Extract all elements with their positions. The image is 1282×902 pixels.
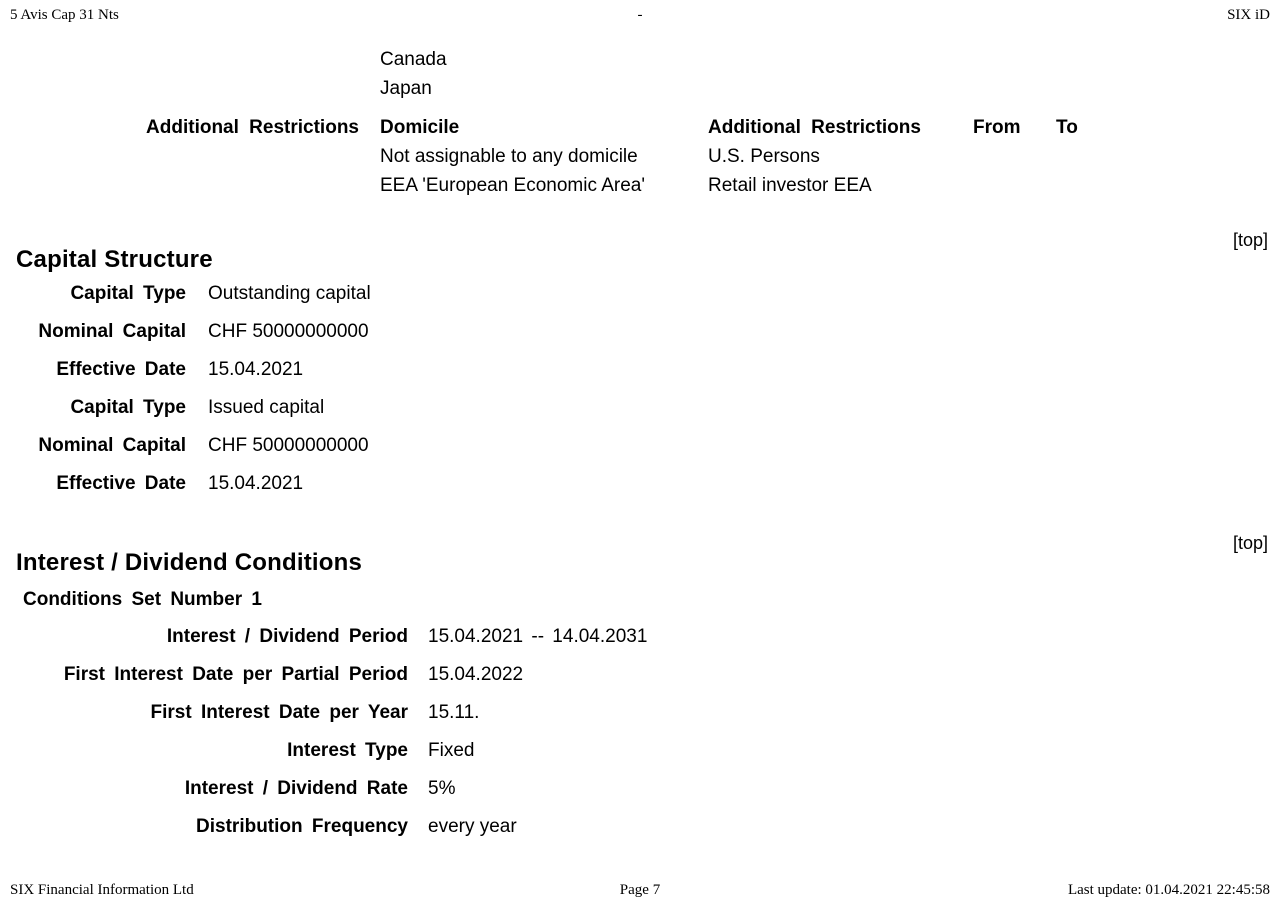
field-label: Interest Type bbox=[287, 740, 408, 761]
field-label: Nominal Capital bbox=[38, 435, 186, 456]
field-label: Interest / Dividend Rate bbox=[184, 778, 408, 799]
field-value: CHF 50000000000 bbox=[208, 321, 369, 342]
field-label: First Interest Date per Partial Period bbox=[63, 664, 408, 685]
field-value: Fixed bbox=[428, 740, 475, 761]
field-value: 15.04.2021 bbox=[208, 359, 304, 380]
additional-restriction-value: Retail investor EEA bbox=[708, 175, 872, 196]
domicile-value: EEA 'European Economic Area' bbox=[380, 175, 645, 196]
restriction-continuation-values bbox=[380, 45, 447, 103]
restrictions-header-row bbox=[0, 113, 1282, 142]
field-row bbox=[0, 779, 647, 817]
footer-last-update: Last update: 01.04.2021 22:45:58 bbox=[1067, 882, 1270, 898]
field-row bbox=[0, 360, 371, 398]
domicile-column-header: Domicile bbox=[380, 117, 460, 138]
from-column-header: From bbox=[973, 117, 1021, 138]
field-row bbox=[0, 817, 647, 855]
top-link[interactable]: [top] bbox=[1232, 533, 1268, 553]
field-value: 15.11. bbox=[428, 702, 480, 723]
field-row bbox=[0, 665, 647, 703]
field-label: Distribution Frequency bbox=[196, 816, 408, 837]
additional-restrictions-row-label: Additional Restrictions bbox=[146, 117, 359, 138]
field-row bbox=[0, 627, 647, 665]
domicile-value: Not assignable to any domicile bbox=[380, 146, 638, 167]
interest-dividend-section-title: Interest / Dividend Conditions bbox=[16, 548, 363, 576]
capital-structure-fields bbox=[0, 284, 371, 512]
field-value: 15.04.2022 bbox=[428, 664, 524, 685]
footer-page-number: Page 7 bbox=[619, 882, 661, 898]
to-column-header: To bbox=[1056, 117, 1078, 138]
footer-company: SIX Financial Information Ltd bbox=[10, 882, 194, 898]
field-row bbox=[0, 284, 371, 322]
field-label: Effective Date bbox=[56, 359, 186, 380]
conditions-set-heading: Conditions Set Number 1 bbox=[23, 589, 262, 610]
capital-structure-section-title: Capital Structure bbox=[16, 245, 213, 273]
field-row bbox=[0, 474, 371, 512]
header-center-mark: - bbox=[637, 7, 643, 23]
restriction-country: Japan bbox=[380, 78, 432, 99]
field-value: CHF 50000000000 bbox=[208, 435, 369, 456]
field-row bbox=[0, 322, 371, 360]
top-link[interactable]: [top] bbox=[1232, 230, 1268, 250]
interest-dividend-fields bbox=[0, 627, 647, 855]
restriction-country: Canada bbox=[380, 49, 447, 70]
field-label: Interest / Dividend Period bbox=[166, 626, 408, 647]
field-value: 5% bbox=[428, 778, 456, 799]
additional-restriction-values bbox=[708, 142, 872, 200]
field-label: Nominal Capital bbox=[38, 321, 186, 342]
field-value: Issued capital bbox=[208, 397, 325, 418]
page-header bbox=[10, 6, 1270, 24]
field-label: First Interest Date per Year bbox=[150, 702, 408, 723]
field-row bbox=[0, 741, 647, 779]
field-value: Outstanding capital bbox=[208, 283, 371, 304]
additional-restriction-value: U.S. Persons bbox=[708, 146, 820, 167]
page-footer bbox=[10, 881, 1270, 899]
field-row bbox=[0, 398, 371, 436]
header-product-name: SIX iD bbox=[1227, 7, 1270, 23]
field-row bbox=[0, 703, 647, 741]
field-label: Effective Date bbox=[56, 473, 186, 494]
field-value: 15.04.2021 -- 14.04.2031 bbox=[428, 626, 648, 647]
field-label: Capital Type bbox=[70, 283, 186, 304]
domicile-values bbox=[380, 142, 645, 200]
header-doc-title: 5 Avis Cap 31 Nts bbox=[10, 7, 119, 23]
field-row bbox=[0, 436, 371, 474]
additional-restrictions-column-header: Additional Restrictions bbox=[708, 117, 921, 138]
field-value: 15.04.2021 bbox=[208, 473, 304, 494]
field-value: every year bbox=[428, 816, 517, 837]
field-label: Capital Type bbox=[70, 397, 186, 418]
